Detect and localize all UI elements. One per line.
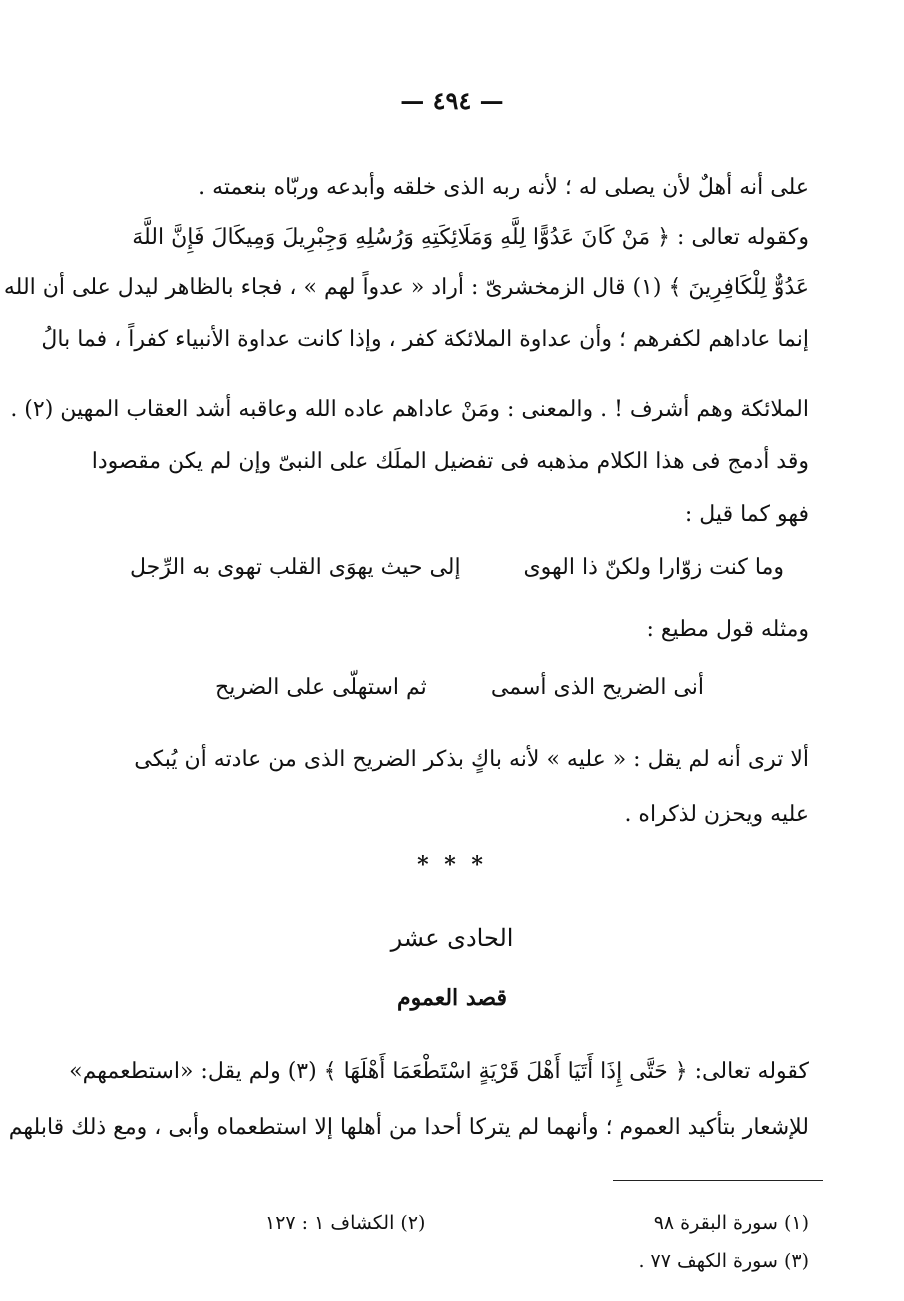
body-line: ألا ترى أنه لم يقل : « عليه » لأنه باكٍ بذكر الضريح الذى من عادته أن يُبكى <box>134 747 809 772</box>
body-line: على أنه أهلٌ لأن يصلى له ؛ لأنه ربه الذى خلقه وأبدعه وربّاه بنعمته . <box>198 175 809 200</box>
body-line: للإشعار بتأكيد العموم ؛ وأنهما لم يتركا أحدا من أهلها إلا استطعماه وأبى ، ومع ذلك قابلهم <box>8 1115 809 1140</box>
body-line: ومثله قول مطيع : <box>646 617 809 642</box>
section-subtitle: قصد العموم <box>397 985 507 1011</box>
body-line: فهو كما قيل : <box>684 502 809 527</box>
footnote-3: (٣) سورة الكهف ٧٧ . <box>638 1250 809 1272</box>
body-line: عليه ويحزن لذكراه . <box>624 802 809 827</box>
body-line: وكقوله تعالى : ﴿ مَنْ كَانَ عَدُوًّا لِلَّهِ وَمَلَائِكَتِهِ وَرُسُلِهِ وَجِبْرِيلَ وَمِيكَالَ فَإِنَّ اللَّهَ <box>132 225 809 250</box>
body-line: كقوله تعالى: ﴿ حَتَّى إِذَا أَتَيَا أَهْلَ قَرْيَةٍ اسْتَطْعَمَا أَهْلَهَا ﴾ (٣) ولم يقل: «استطعمهم» <box>69 1059 809 1084</box>
body-line: وقد أدمج فى هذا الكلام مذهبه فى تفضيل الملَك على النبىّ وإن لم يكن مقصودا <box>91 449 809 474</box>
verse-first-hemistich: وما كنت زوّارا ولكنّ ذا الهوى <box>523 555 784 580</box>
footnote-1: (١) سورة البقرة ٩٨ <box>653 1212 809 1234</box>
page-number: — ٤٩٤ — <box>400 86 504 115</box>
body-line: الملائكة وهم أشرف ! . والمعنى : ومَنْ عاداهم عاده الله وعاقبه أشد العقاب المهين (٢) . <box>10 397 809 422</box>
footnote-separator <box>613 1180 823 1181</box>
body-line: إنما عاداهم لكفرهم ؛ وأن عداوة الملائكة كفر ، وإذا كانت عداوة الأنبياء كفراً ، فما بالُ <box>41 327 809 352</box>
verse-second-hemistich: إلى حيث يهوَى القلب تهوى به الرِّجل <box>130 555 461 580</box>
verse-second-hemistich: ثم استهلّى على الضريح <box>215 675 427 700</box>
section-separator: * * * <box>417 852 487 878</box>
footnote-2: (٢) الكشاف ١ : ١٢٧ <box>265 1212 426 1234</box>
body-line: عَدُوٌّ لِلْكَافِرِينَ ﴾ (١) قال الزمخشرىّ : أراد « عدواً لهم » ، فجاء بالظاهر ليدل على أن الله <box>3 275 809 300</box>
verse-first-hemistich: أنى الضريح الذى أسمى <box>490 675 704 700</box>
section-title: الحادى عشر <box>390 924 514 952</box>
